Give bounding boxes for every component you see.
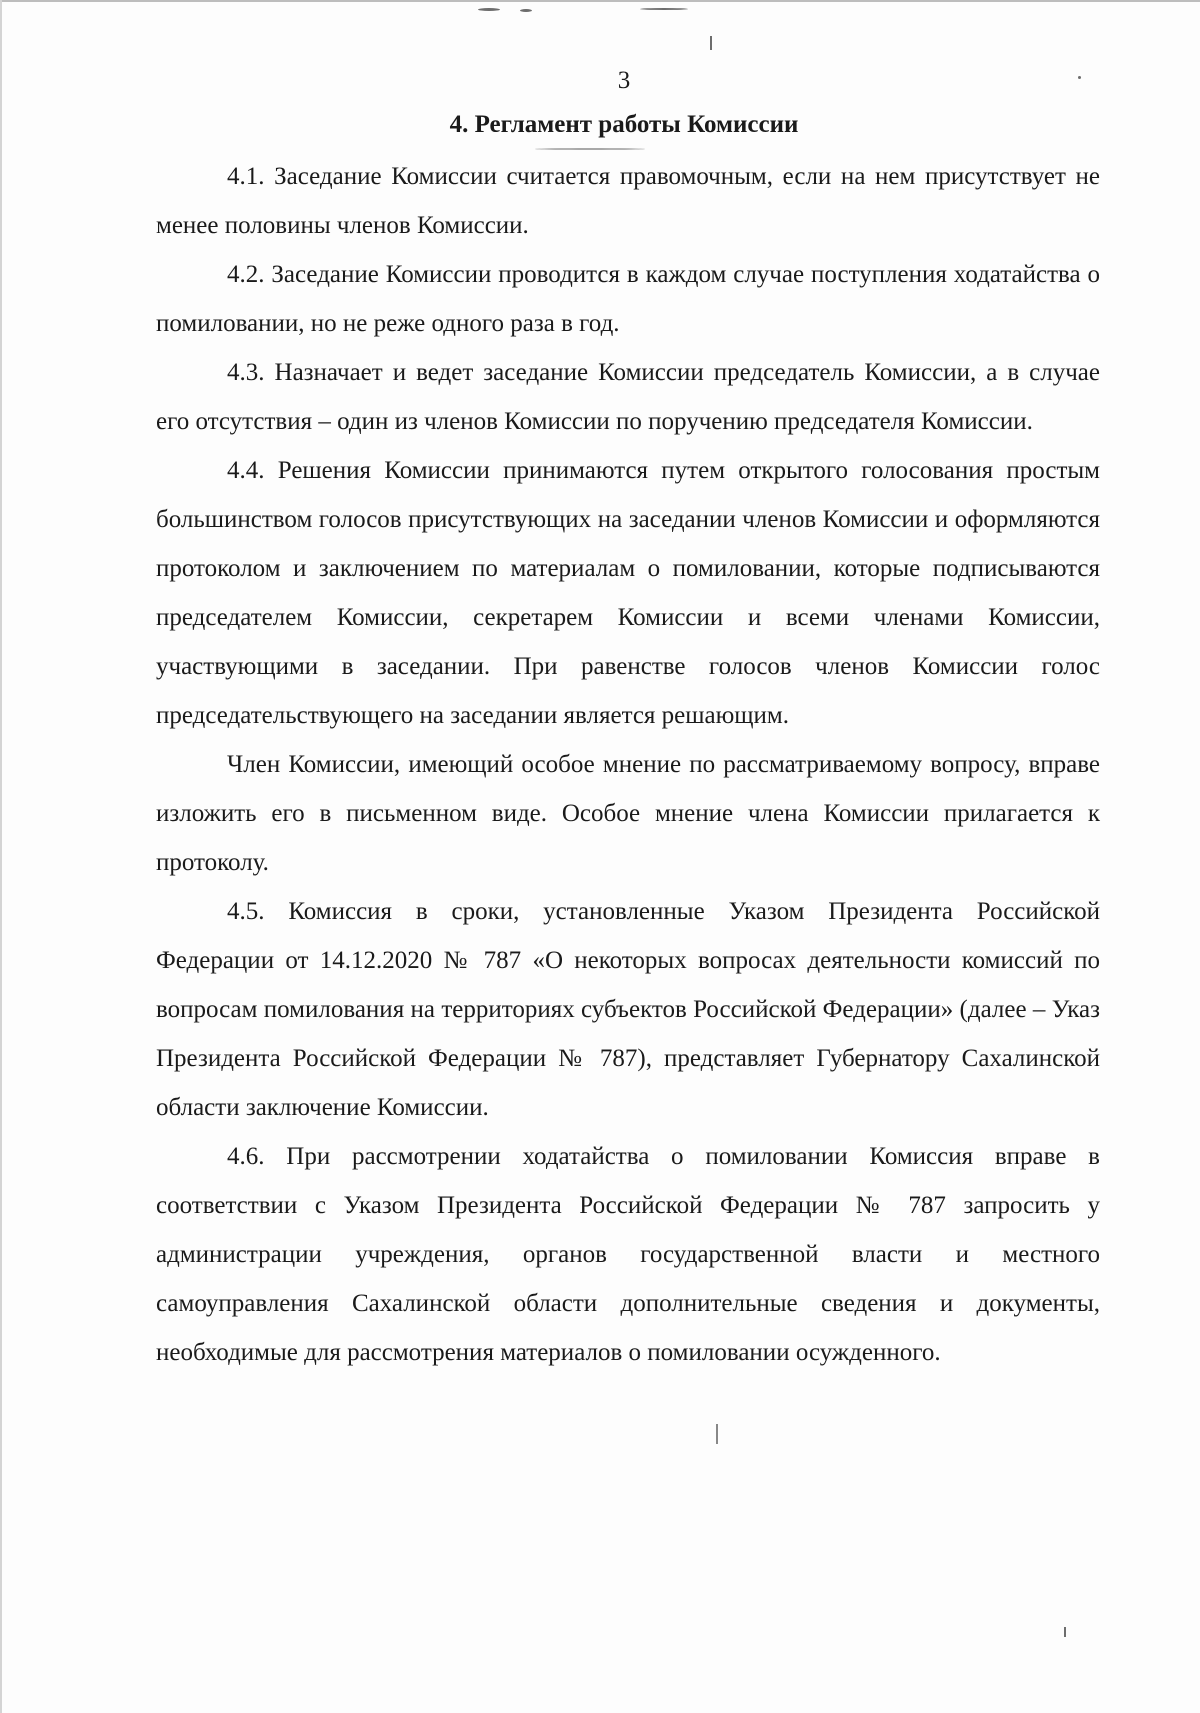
paragraph-4-5: 4.5. Комиссия в сроки, установленные Указом Президента Российской Федерации от 14.12.2020 № 787 «О некоторых вопросах деятельности комиссий по вопросам помилования на территориях субъектов Российской Федерации» (далее – Указ Президента Российской Федерации № 787), представляет Губернатору Сахалинской области заключение Комиссии. (156, 898, 1100, 1121)
page-number: 3 (617, 67, 631, 94)
paragraph-4-4: 4.4. Решения Комиссии принимаются путем открытого голосования простым большинством голосов присутствующих на заседании членов Комиссии и оформляются протоколом и заключением по материалам о помиловании, которые подписываются председателем Комиссии, секретарем Комиссии и всеми членами Комиссии, участвующими в заседании. При равенстве голосов членов Комиссии голос председательствующего на заседании является решающим. (156, 457, 1100, 729)
paragraph-dissenting-opinion: Член Комиссии, имеющий особое мнение по рассматриваемому вопросу, вправе изложить его в письменном виде. Особое мнение члена Комиссии прилагается к протоколу. (156, 751, 1100, 876)
scan-edge-top (0, 0, 1200, 2)
document-body (156, 152, 1100, 1377)
paragraph-4-2: 4.2. Заседание Комиссии проводится в каждом случае поступления ходатайства о помиловании, но не реже одного раза в год. (156, 261, 1100, 337)
paragraph-4-1: 4.1. Заседание Комиссии считается правомочным, если на нем присутствует не менее половины членов Комиссии. (156, 163, 1100, 239)
section-title: 4. Регламент работы Комиссии (449, 111, 799, 138)
scan-speck (716, 1424, 718, 1444)
scan-edge-left (0, 0, 2, 1713)
scan-speck (710, 36, 712, 50)
paragraph-4-3: 4.3. Назначает и ведет заседание Комиссии председатель Комиссии, а в случае его отсутствия – один из членов Комиссии по поручению председателя Комиссии. (156, 359, 1100, 435)
scan-speck (640, 8, 688, 10)
scan-speck (1064, 1627, 1066, 1637)
scan-speck (520, 9, 532, 12)
scan-speck (478, 8, 500, 11)
paragraph-4-6: 4.6. При рассмотрении ходатайства о помиловании Комиссия вправе в соответствии с Указом Президента Российской Федерации № 787 запросить у администрации учреждения, органов государственной власти и местного самоуправления Сахалинской области дополнительные сведения и документы, необходимые для рассмотрения материалов о помиловании осужденного. (156, 1143, 1100, 1366)
scan-speck (535, 148, 645, 150)
